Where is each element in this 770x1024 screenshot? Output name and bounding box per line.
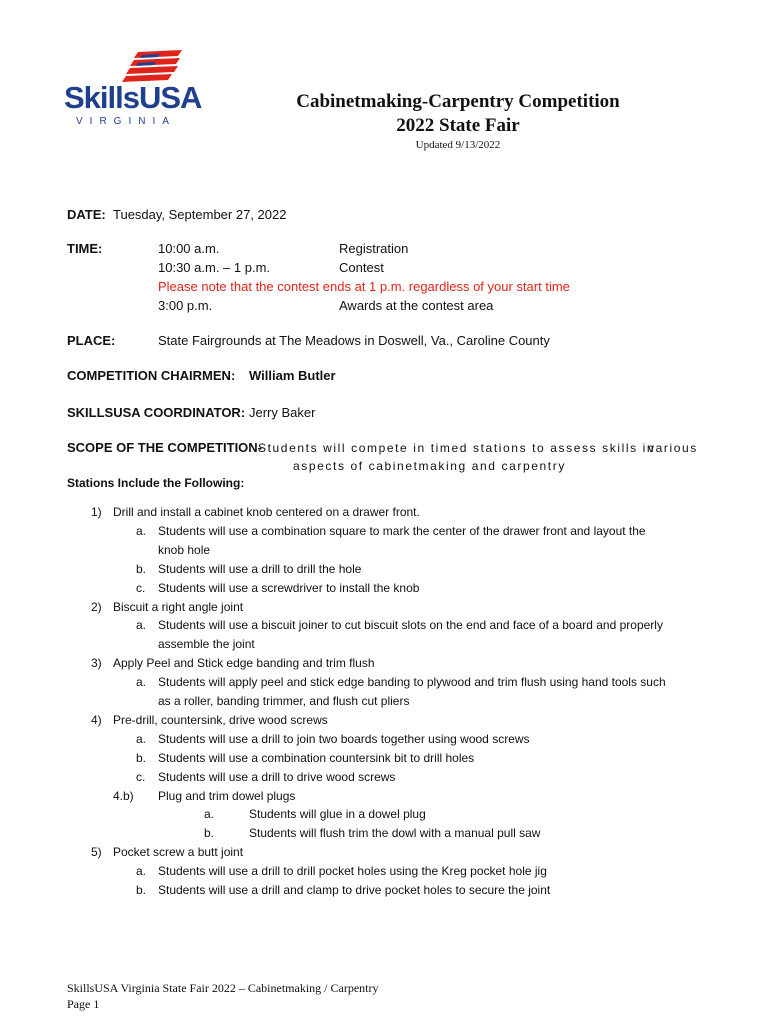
time-row-2-time: 10:30 a.m. – 1 p.m. — [158, 260, 271, 275]
scope-label: SCOPE OF THE COMPETITION- — [67, 440, 263, 455]
station-step-letter: b. — [136, 561, 147, 576]
station-title: Pocket screw a butt joint — [113, 845, 244, 860]
station-step-letter: a. — [136, 731, 147, 746]
station-title: Biscuit a right angle joint — [113, 599, 244, 614]
station-deep-text: Students will glue in a dowel plug — [249, 807, 426, 822]
station-step-letter: a. — [136, 864, 147, 879]
date-value: Tuesday, September 27, 2022 — [113, 207, 287, 222]
station-step-letter: b. — [136, 883, 147, 897]
chairmen-label: COMPETITION CHAIRMEN: — [67, 368, 236, 383]
scope-line-1-end: various — [648, 441, 698, 455]
station-step-text: Students will use a screwdriver to install the knob — [158, 580, 420, 595]
chairmen-value: William Butler — [249, 368, 336, 383]
station-deep-letter: b. — [204, 826, 215, 841]
scope-line-2: aspects of cabinetmaking and carpentry — [293, 459, 566, 473]
updated-date: Updated 9/13/2022 — [415, 139, 501, 151]
station-number: 3) — [91, 656, 102, 671]
station-step-text: Students will use a drill and clamp to drive pocket holes to secure the joint — [158, 883, 551, 897]
logo-wordmark: SkillsUSA — [64, 80, 202, 115]
station-number: 5) — [91, 845, 102, 860]
doc-title-line1: Cabinetmaking-Carpentry Competition — [296, 91, 620, 112]
awards-event: Awards at the contest area — [339, 298, 494, 313]
time-label: TIME: — [67, 241, 103, 256]
station-step-letter: c. — [136, 769, 146, 784]
time-note: Please note that the contest ends at 1 p.m. regardless of your start time — [158, 279, 570, 294]
station-step-continued: assemble the joint — [158, 637, 255, 652]
station-number: 1) — [91, 505, 102, 519]
station-step-letter: b. — [136, 750, 147, 765]
station-sub-title: Plug and trim dowel plugs — [158, 788, 296, 803]
station-step-text: Students will use a drill to drill pocket holes using the Kreg pocket hole jig — [158, 864, 547, 879]
place-label: PLACE: — [67, 333, 116, 348]
logo-subtitle: VIRGINIA — [76, 116, 176, 127]
station-step-letter: a. — [136, 618, 147, 633]
coordinator-value: Jerry Baker — [249, 405, 316, 420]
station-step-text: Students will apply peel and stick edge banding to plywood and trim flush using hand tools such — [158, 675, 666, 690]
time-row-2-event: Contest — [339, 260, 384, 275]
station-step-letter: a. — [136, 523, 147, 538]
station-number: 4) — [91, 712, 102, 727]
footer-title: SkillsUSA Virginia State Fair 2022 – Cabinetmaking / Carpentry — [67, 981, 379, 995]
station-title: Drill and install a cabinet knob centered on a drawer front. — [113, 505, 420, 519]
station-number: 2) — [91, 599, 102, 614]
station-deep-letter: a. — [204, 807, 215, 822]
station-step-text: Students will use a biscuit joiner to cut biscuit slots on the end and face of a board and properly — [158, 618, 663, 633]
stations-heading: Stations Include the Following: — [67, 476, 245, 490]
station-step-text: Students will use a drill to drive wood screws — [158, 769, 396, 784]
station-step-continued: knob hole — [158, 542, 211, 557]
station-step-letter: a. — [136, 675, 147, 690]
station-step-text: Students will use a drill to join two boards together using wood screws — [158, 731, 530, 746]
station-step-letter: c. — [136, 580, 146, 595]
time-row-1-time: 10:00 a.m. — [158, 241, 220, 256]
station-step-text: Students will use a combination square to mark the center of the drawer front and layout the — [158, 523, 646, 538]
scope-line-1: Students will compete in timed stations to assess skills in — [258, 441, 656, 455]
footer-page: Page 1 — [67, 997, 100, 1011]
awards-time: 3:00 p.m. — [158, 298, 213, 313]
station-step-text: Students will use a combination countersink bit to drill holes — [158, 750, 475, 765]
station-deep-text: Students will flush trim the dowl with a manual pull saw — [249, 826, 541, 841]
date-label: DATE: — [67, 207, 106, 222]
station-title: Pre-drill, countersink, drive wood screws — [113, 712, 328, 727]
place-value: State Fairgrounds at The Meadows in Doswell, Va., Caroline County — [158, 333, 550, 348]
station-sub-number: 4.b) — [113, 788, 134, 803]
station-title: Apply Peel and Stick edge banding and trim flush — [113, 656, 375, 671]
time-row-1-event: Registration — [339, 241, 409, 256]
coordinator-label: SKILLSUSA COORDINATOR: — [67, 405, 246, 420]
doc-title-line2: 2022 State Fair — [396, 115, 520, 136]
station-step-text: Students will use a drill to drill the hole — [158, 561, 362, 576]
station-step-continued: as a roller, banding trimmer, and flush cut pliers — [158, 694, 410, 708]
